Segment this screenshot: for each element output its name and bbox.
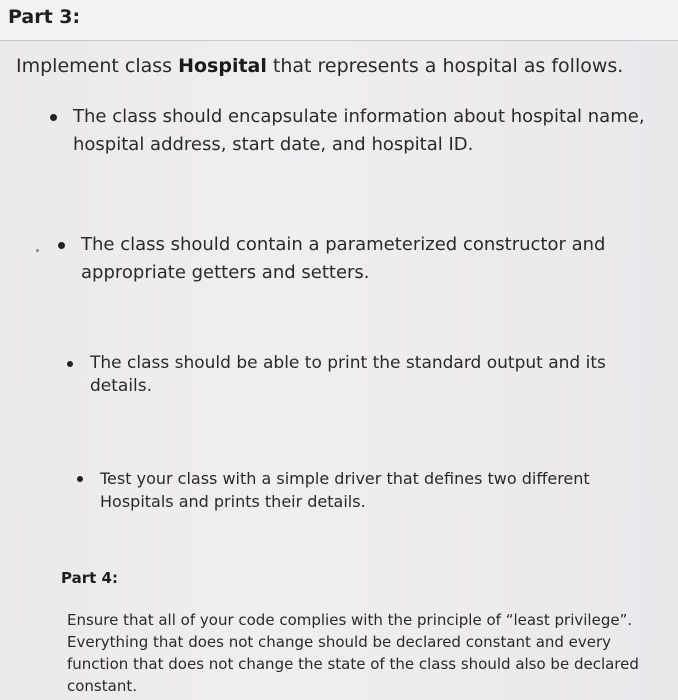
divider-line [0,40,678,41]
requirement-text: Test your class with a simple driver that defines two different Hospitals and prints their details. [100,469,590,511]
bullet-dot-icon [77,476,83,482]
header-band [0,0,678,40]
stray-mark [36,249,39,252]
requirement-item [67,352,627,398]
requirement-text: The class should encapsulate information about hospital name, hospital address, start date, and hospital ID. [73,106,645,155]
bullet-dot-icon [67,361,73,367]
part4-paragraph: Ensure that all of your code complies with the principle of “least privilege”. Everything that does not change should be declared constant and every function that does not change the state of the class should also be declared constant. [67,611,639,695]
requirement-item [77,467,637,513]
requirement-item [58,231,618,287]
requirement-text: The class should be able to print the standard output and its details. [90,353,606,396]
part4-heading: Part 4: [61,569,118,587]
part3-heading: Part 3: [8,6,81,28]
bullet-dot-icon [58,242,65,249]
requirement-text: The class should contain a parameterized constructor and appropriate getters and setters. [81,234,606,283]
requirement-item [50,103,650,159]
intro-text-start: Implement class [16,55,179,77]
part3-intro [16,55,656,77]
bullet-dot-icon [50,114,57,121]
class-name-bold: Hospital [178,55,267,77]
intro-text-end: that represents a hospital as follows. [266,55,624,77]
